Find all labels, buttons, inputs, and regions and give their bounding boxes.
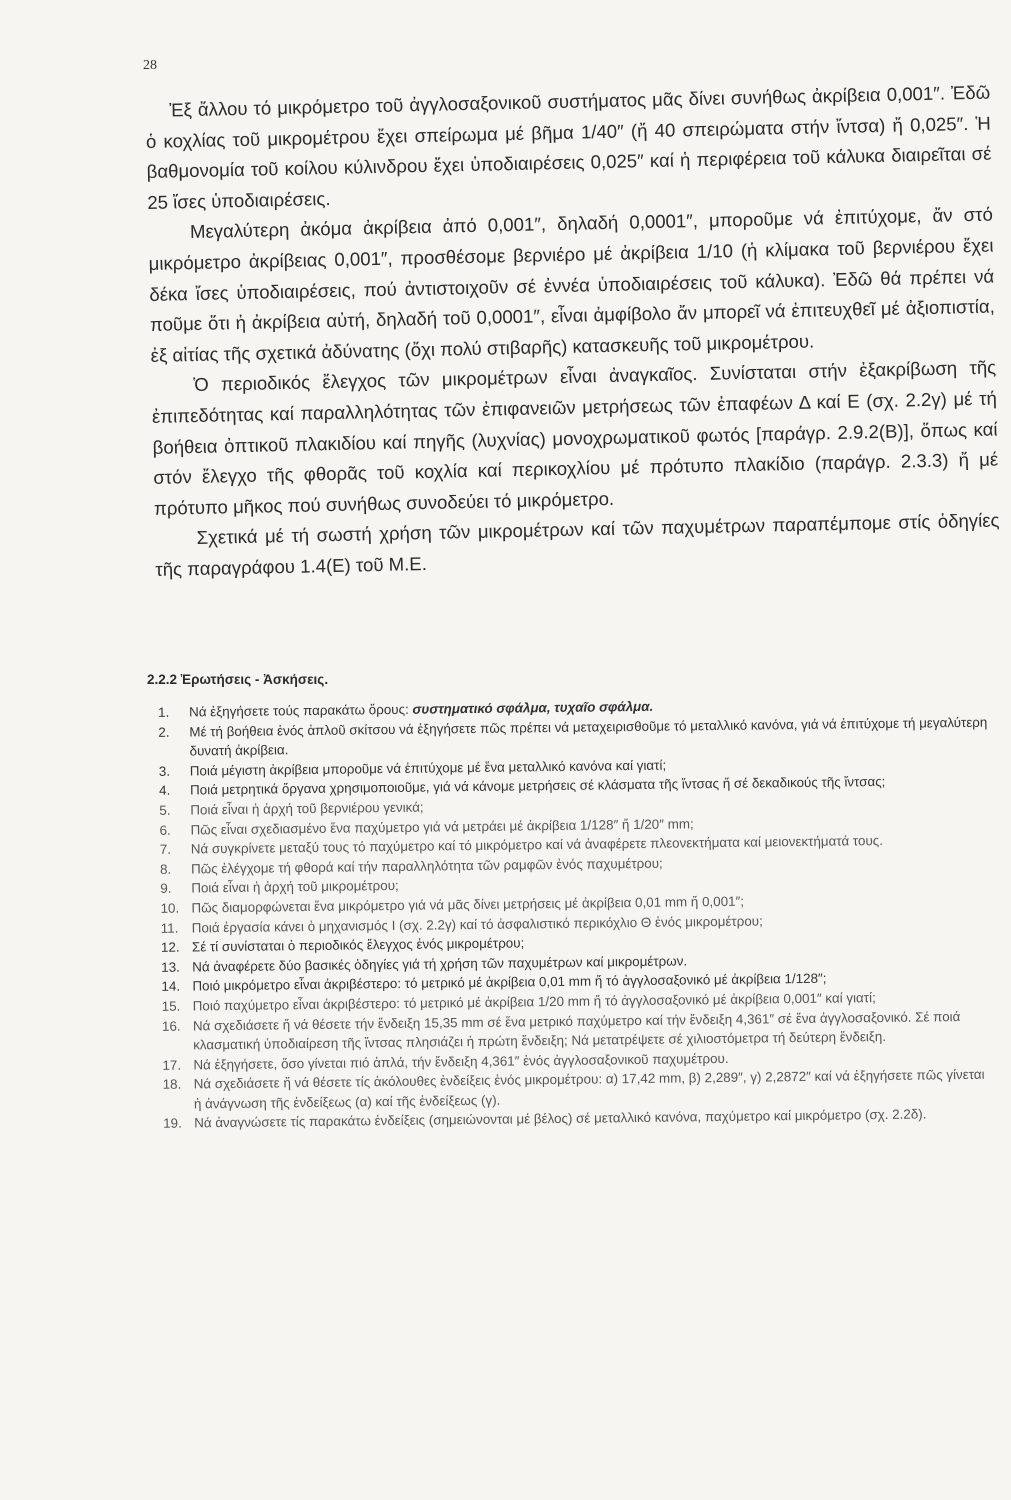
exercise-text: Πῶς διαμορφώνεται ἕνα μικρόμετρο γιά νά μᾶς δίνει μετρήσεις μέ ἀκρίβεια 0,01 mm ἤ 0,001″;: [191, 893, 745, 916]
exercise-number: 5.: [159, 802, 171, 818]
body-text: [145, 78, 1000, 586]
exercise-text: Νά ἐξηγήσετε, ὅσο γίνεται πιό ἁπλά, τήν ἔνδειξη 4,361″ ἑνός ἀγγλοσαξονικοῦ παχυμέτρου.: [193, 1050, 729, 1073]
exercise-text: Ποιά ἐργασία κάνει ὁ μηχανισμός Ι (σχ. 2.2γ) καί τό ἀσφαλιστικό περικόχλιο Θ ἑνός μικρομέτρου;: [191, 913, 763, 935]
exercise-text: Ποιό παχύμετρο εἶναι ἀκριβέστερο: τό μετρικό μέ ἀκρίβεια 1/20 mm ἤ τό ἀγγλοσαξονικό μέ ἀκρίβεια 0,001″ καί γιατί;: [192, 990, 876, 1014]
exercise-number: 12.: [160, 939, 180, 955]
exercise-text: Νά ἀναφέρετε δύο βασικές ὁδηγίες γιά τή χρήση τῶν παχυμέτρων καί μικρομέτρων.: [192, 953, 688, 975]
exercise-number: 2.: [158, 724, 170, 740]
exercise-text: Πῶς ἐλέγχομε τή φθορά καί τήν παραλληλότητα τῶν ραμφῶν ἑνός παχυμέτρου;: [190, 855, 663, 877]
exercise-number: 8.: [159, 861, 172, 877]
exercise-text: Ποιά εἶναι ἡ ἀρχή τοῦ βερνιέρου γενικά;: [190, 799, 424, 818]
exercise-text: Νά ἀναγνώσετε τίς παρακάτω ἐνδείξεις (σημειώνονται μέ βέλος) σέ μεταλλικό κανόνα, παχύμετρο καί μικρόμετρο (σχ. 2.2δ).: [194, 1106, 927, 1131]
exercise-terms: συστηματικό σφάλμα, τυχαῖο σφάλμα.: [412, 698, 654, 717]
exercise-number: 18.: [162, 1076, 182, 1093]
exercise-number: 16.: [161, 1018, 181, 1034]
exercise-text: Ποιά εἶναι ἡ ἀρχή τοῦ μικρομέτρου;: [191, 878, 399, 896]
exercise-text: Νά σχεδιάσετε ἤ νά θέσετε τήν ἔνδειξη 15,35 mm σέ ἕνα μετρικό παχύμετρο καί τήν ἔνδειξη 4,361″ σέ ἕνα ἀγγλοσαξονικό. Σέ ποιά κλασματική ὑποδιαίρεση τῆς ἴντσας πλησιάζει ἡ πρώτη ἔνδειξη; Νά μετατρέψετε σέ χιλιοστόμετρα τή δεύτερη ἔνδειξη.: [192, 1008, 961, 1053]
paragraph: Μεγαλύτερη ἀκόμα ἀκρίβεια ἀπό 0,001″, δηλαδή 0,0001″, μποροῦμε νά ἐπιτύχομε, ἄν στό μικρόμετρο ἀκρίβειας 0,001″, προσθέσομε βερνιέρο μέ ἀκρίβεια 1/10 (ἡ κλίμακα τοῦ βερνιέρου ἔχει δέκα ἴσες ὑποδιαιρέσεις, πού ἀντιστοιχοῦν σέ ἐννέα ὑποδιαιρέσεις τοῦ κάλυκα). Ἐδῶ θά πρέπει νά ποῦμε ὅτι ἡ ἀκρίβεια αὐτή, δηλαδή τοῦ 0,0001″, εἶναι ἀμφίβολο ἄν μπορεῖ νά ἐπιτευχθεῖ μέ ἀξιοπιστία, ἐξ αἰτίας τῆς σχετικά ἀδύνατης (ὄχι πολύ στιβαρῆς) κατασκευῆς τοῦ μικρομέτρου.: [148, 203, 996, 366]
exercise-number: 6.: [159, 822, 171, 838]
exercise-text: Πῶς εἶναι σχεδιασμένο ἕνα παχύμετρο γιά νά μετράει μέ ἀκρίβεια 1/128″ ἤ 1/20″ mm;: [190, 815, 694, 838]
exercise-text: Σέ τί συνίσταται ὁ περιοδικός ἔλεγχος ἑνός μικρομέτρου;: [191, 935, 525, 955]
exercise-number: 15.: [161, 998, 181, 1014]
exercise-text: Ποιά μέγιστη ἀκρίβεια μποροῦμε νά ἐπιτύχομε μέ ἕνα μεταλλικό κανόνα καί γιατί;: [189, 757, 667, 779]
exercise-text: Νά σχεδιάσετε ἤ νά θέσετε τίς ἀκόλουθες ἐνδείξεις ἑνός μικρομέτρου: α) 17,42 mm, β) 2,289″, γ) 2,2872″ καί νά ἐξηγήσετε πῶς γίνεται ἡ ἀνάγνωση τῆς ἐνδείξεως (α) καί τῆς ἐνδείξεως (γ).: [193, 1067, 985, 1112]
exercise-text: Μέ τή βοήθεια ἑνός ἁπλοῦ σκίτσου νά ἐξηγήσετε πῶς πρέπει νά μεταχειρισθοῦμε τό μεταλλικό κανόνα, γιά νά ἐπιτύχομε τή μεγαλύτερη δυνατή ἀκρίβεια.: [189, 714, 988, 759]
section-heading: 2.2.2 Ἐρωτήσεις - Ἀσκήσεις.: [147, 672, 329, 687]
exercise-number: 4.: [158, 783, 171, 799]
exercise-number: 13.: [161, 959, 180, 975]
exercise-text: Νά ἐξηγήσετε τούς παρακάτω ὅρους:: [189, 701, 413, 720]
exercise-list: [145, 693, 995, 1134]
paragraph: Ὁ περιοδικός ἔλεγχος τῶν μικρομέτρων εἶναι ἀναγκαῖος. Συνίσταται στήν ἐξακρίβωση τῆς ἐπιπεδότητας καί παραλληλότητας τῶν ἐπιφανειῶν μετρήσεως τῶν ἐπαφέων Δ καί Ε (σχ. 2.2γ) μέ τή βοήθεια ὀπτικοῦ πλακιδίου καί πηγῆς (λυχνίας) μονοχρωματικοῦ φωτός [παράγρ. 2.9.2(Β)], ὅπως καί στόν ἔλεγχο τῆς φθορᾶς τοῦ κοχλία καί περικοχλίου μέ πρότυπο πλακίδιο (παράγρ. 2.3.3) ἤ μέ πρότυπο μῆκος πού συνήθως συνοδεύει τό μικρόμετρο.: [151, 356, 999, 519]
exercise-number: 3.: [158, 763, 171, 779]
exercise-number: 10.: [160, 900, 180, 916]
exercise-number: 14.: [161, 978, 181, 995]
exercise-number: 19.: [163, 1116, 182, 1132]
exercise-text: Ποιά μετρητικά ὄργανα χρησιμοποιοῦμε, γιά νά κάνομε μετρήσεις σέ κλάσματα τῆς ἴντσας ἤ σέ δεκαδικούς τῆς ἴντσας;: [189, 774, 886, 798]
paragraph: Σχετικά μέ τή σωστή χρήση τῶν μικρομέτρων καί τῶν παχυμέτρων παραπέμπομε στίς ὁδηγίες τῆς παραγράφου 1.4(Ε) τοῦ Μ.Ε.: [155, 509, 1000, 580]
exercise-text: Ποιό μικρόμετρο εἶναι ἀκριβέστερο: τό μετρικό μέ ἀκρίβεια 0,01 mm ἤ τό ἀγγλοσαξονικό μέ ἀκρίβεια 1/128″;: [192, 971, 827, 994]
exercise-text: Νά συγκρίνετε μεταξύ τους τό παχύμετρο καί τό μικρόμετρο καί νά ἀναφέρετε πλεονεκτήματα καί μειονεκτήματά τους.: [190, 833, 884, 857]
exercise-number: 7.: [159, 841, 172, 857]
page-number: 28: [143, 58, 157, 73]
exercise-number: 9.: [160, 881, 172, 897]
paragraph: Ἐξ ἄλλου τό μικρόμετρο τοῦ ἀγγλοσαξονικοῦ συστήματος μᾶς δίνει συνήθως ἀκρίβεια 0,001″. Ἐδῶ ὁ κοχλίας τοῦ μικρομέτρου ἔχει σπείρωμα μέ βῆμα 1/40″ (ἤ 40 σπειρώματα στήν ἴντσα) ἤ 0,025″. Ἡ βαθμονομία τοῦ κοίλου κύλινδρου ἔχει ὑποδιαιρέσεις 0,025″ καί ἡ περιφέρεια τοῦ κάλυκα διαιρεῖται σέ 25 ἴσες ὑποδιαιρέσεις.: [145, 81, 992, 213]
exercise-number: 17.: [162, 1057, 182, 1073]
exercise-number: 11.: [160, 920, 179, 936]
exercise-number: 1.: [158, 704, 170, 720]
